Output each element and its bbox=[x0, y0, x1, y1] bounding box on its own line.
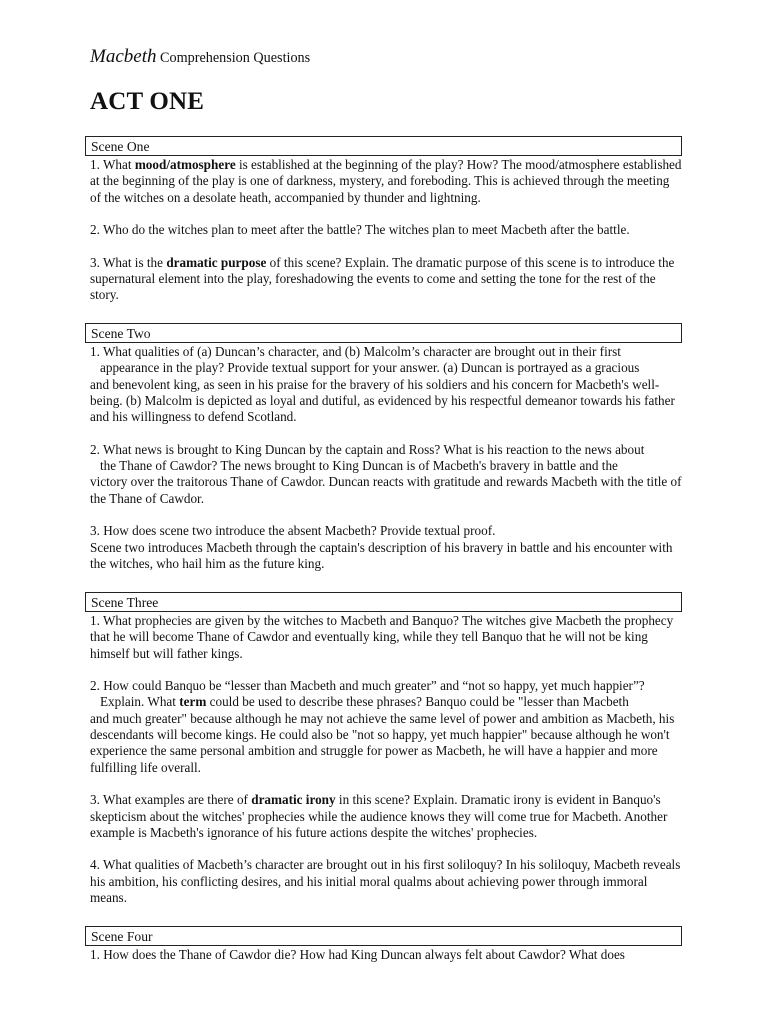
scene-one-questions bbox=[90, 157, 682, 304]
question-item: 3. What is the dramatic purpose of this scene? Explain. The dramatic purpose of this scene is to introduce the supernatural element into the play, foreshadowing the events to come and setting the tone for the rest of the story. bbox=[90, 254, 675, 303]
title-suffix: Comprehension Questions bbox=[156, 50, 311, 66]
question-item: 1. How does the Thane of Cawdor die? How had King Duncan always felt about Cawdor? What does bbox=[90, 947, 625, 962]
question-item: 1. What mood/atmosphere is established at the beginning of the play? How? The mood/atmosphere established at the beginning of the play is one of darkness, mystery, and foreboding. This is achieved through the meeting of the witches on a desolate heath, accompanied by thunder and lightning. bbox=[90, 157, 682, 205]
question-item: 3. What examples are there of dramatic irony in this scene? Explain. Dramatic irony is evident in Banquo's skepticism about the witches' prophecies while the audience knows they will come true for Macbeth. Another example is Macbeth's ignorance of his future actions despite the witches' prophecies. bbox=[90, 792, 668, 840]
scene-three-questions bbox=[90, 613, 682, 906]
act-heading: ACT ONE bbox=[90, 88, 205, 115]
play-title: Macbeth bbox=[90, 46, 157, 67]
question-item: 2. What news is brought to King Duncan by the captain and Ross? What is his reaction to the news about the Thane of Cawdor? The news brought to King Duncan is of Macbeth's bravery in battle and the victory over the traitorous Thane of Cawdor. Duncan reacts with gratitude and rewards Macbeth with the title of the Thane of Cawdor. bbox=[90, 441, 682, 506]
document-title bbox=[90, 46, 310, 68]
question-item: 3. How does scene two introduce the absent Macbeth? Provide textual proof. Scene two introduces Macbeth through the captain's description of his bravery in battle and his encounter with the witches, who hail him as the future king. bbox=[90, 523, 673, 571]
question-item: 2. Who do the witches plan to meet after the battle? The witches plan to meet Macbeth after the battle. bbox=[90, 222, 630, 238]
question-item: 2. How could Banquo be “lesser than Macbeth and much greater” and “not so happy, yet much happier”? Explain. What term could be used to describe these phrases? Banquo could be "lesser than Macbeth and much greater" because although he may not achieve the same level of power and ambition as Macbeth, his descendants will become kings. He could also be "not so happy, yet much happier" because although he won't experience the same personal ambition and struggle for power as Macbeth, he will have a happier and more fulfilling life overall. bbox=[90, 678, 675, 775]
scene-four-questions bbox=[90, 947, 682, 963]
question-item: 1. What qualities of (a) Duncan’s character, and (b) Malcolm’s character are brought out in their first appearance in the play? Provide textual support for your answer. (a) Duncan is portrayed as a gracious and benevolent king, as seen in his praise for the bravery of his soldiers and his concern for Macbeth's well-being. (b) Malcolm is depicted as loyal and dutiful, as evidenced by his respectful demeanor towards his father and his willingness to defend Scotland. bbox=[90, 344, 675, 425]
scene-three-heading: Scene Three bbox=[85, 592, 682, 612]
scene-two-heading: Scene Two bbox=[85, 323, 682, 343]
scene-two-questions bbox=[90, 344, 682, 572]
scene-four-heading: Scene Four bbox=[85, 926, 682, 946]
question-item: 1. What prophecies are given by the witches to Macbeth and Banquo? The witches give Macbeth the prophecy that he will become Thane of Cawdor and eventually king, while they tell Banquo that he will not be king himself but will father kings. bbox=[90, 613, 674, 661]
question-item: 4. What qualities of Macbeth’s character are brought out in his first soliloquy? In his soliloquy, Macbeth reveals his ambition, his conflicting desires, and his initial moral qualms about achieving power through immoral means. bbox=[90, 857, 681, 906]
scene-one-heading: Scene One bbox=[85, 136, 682, 156]
